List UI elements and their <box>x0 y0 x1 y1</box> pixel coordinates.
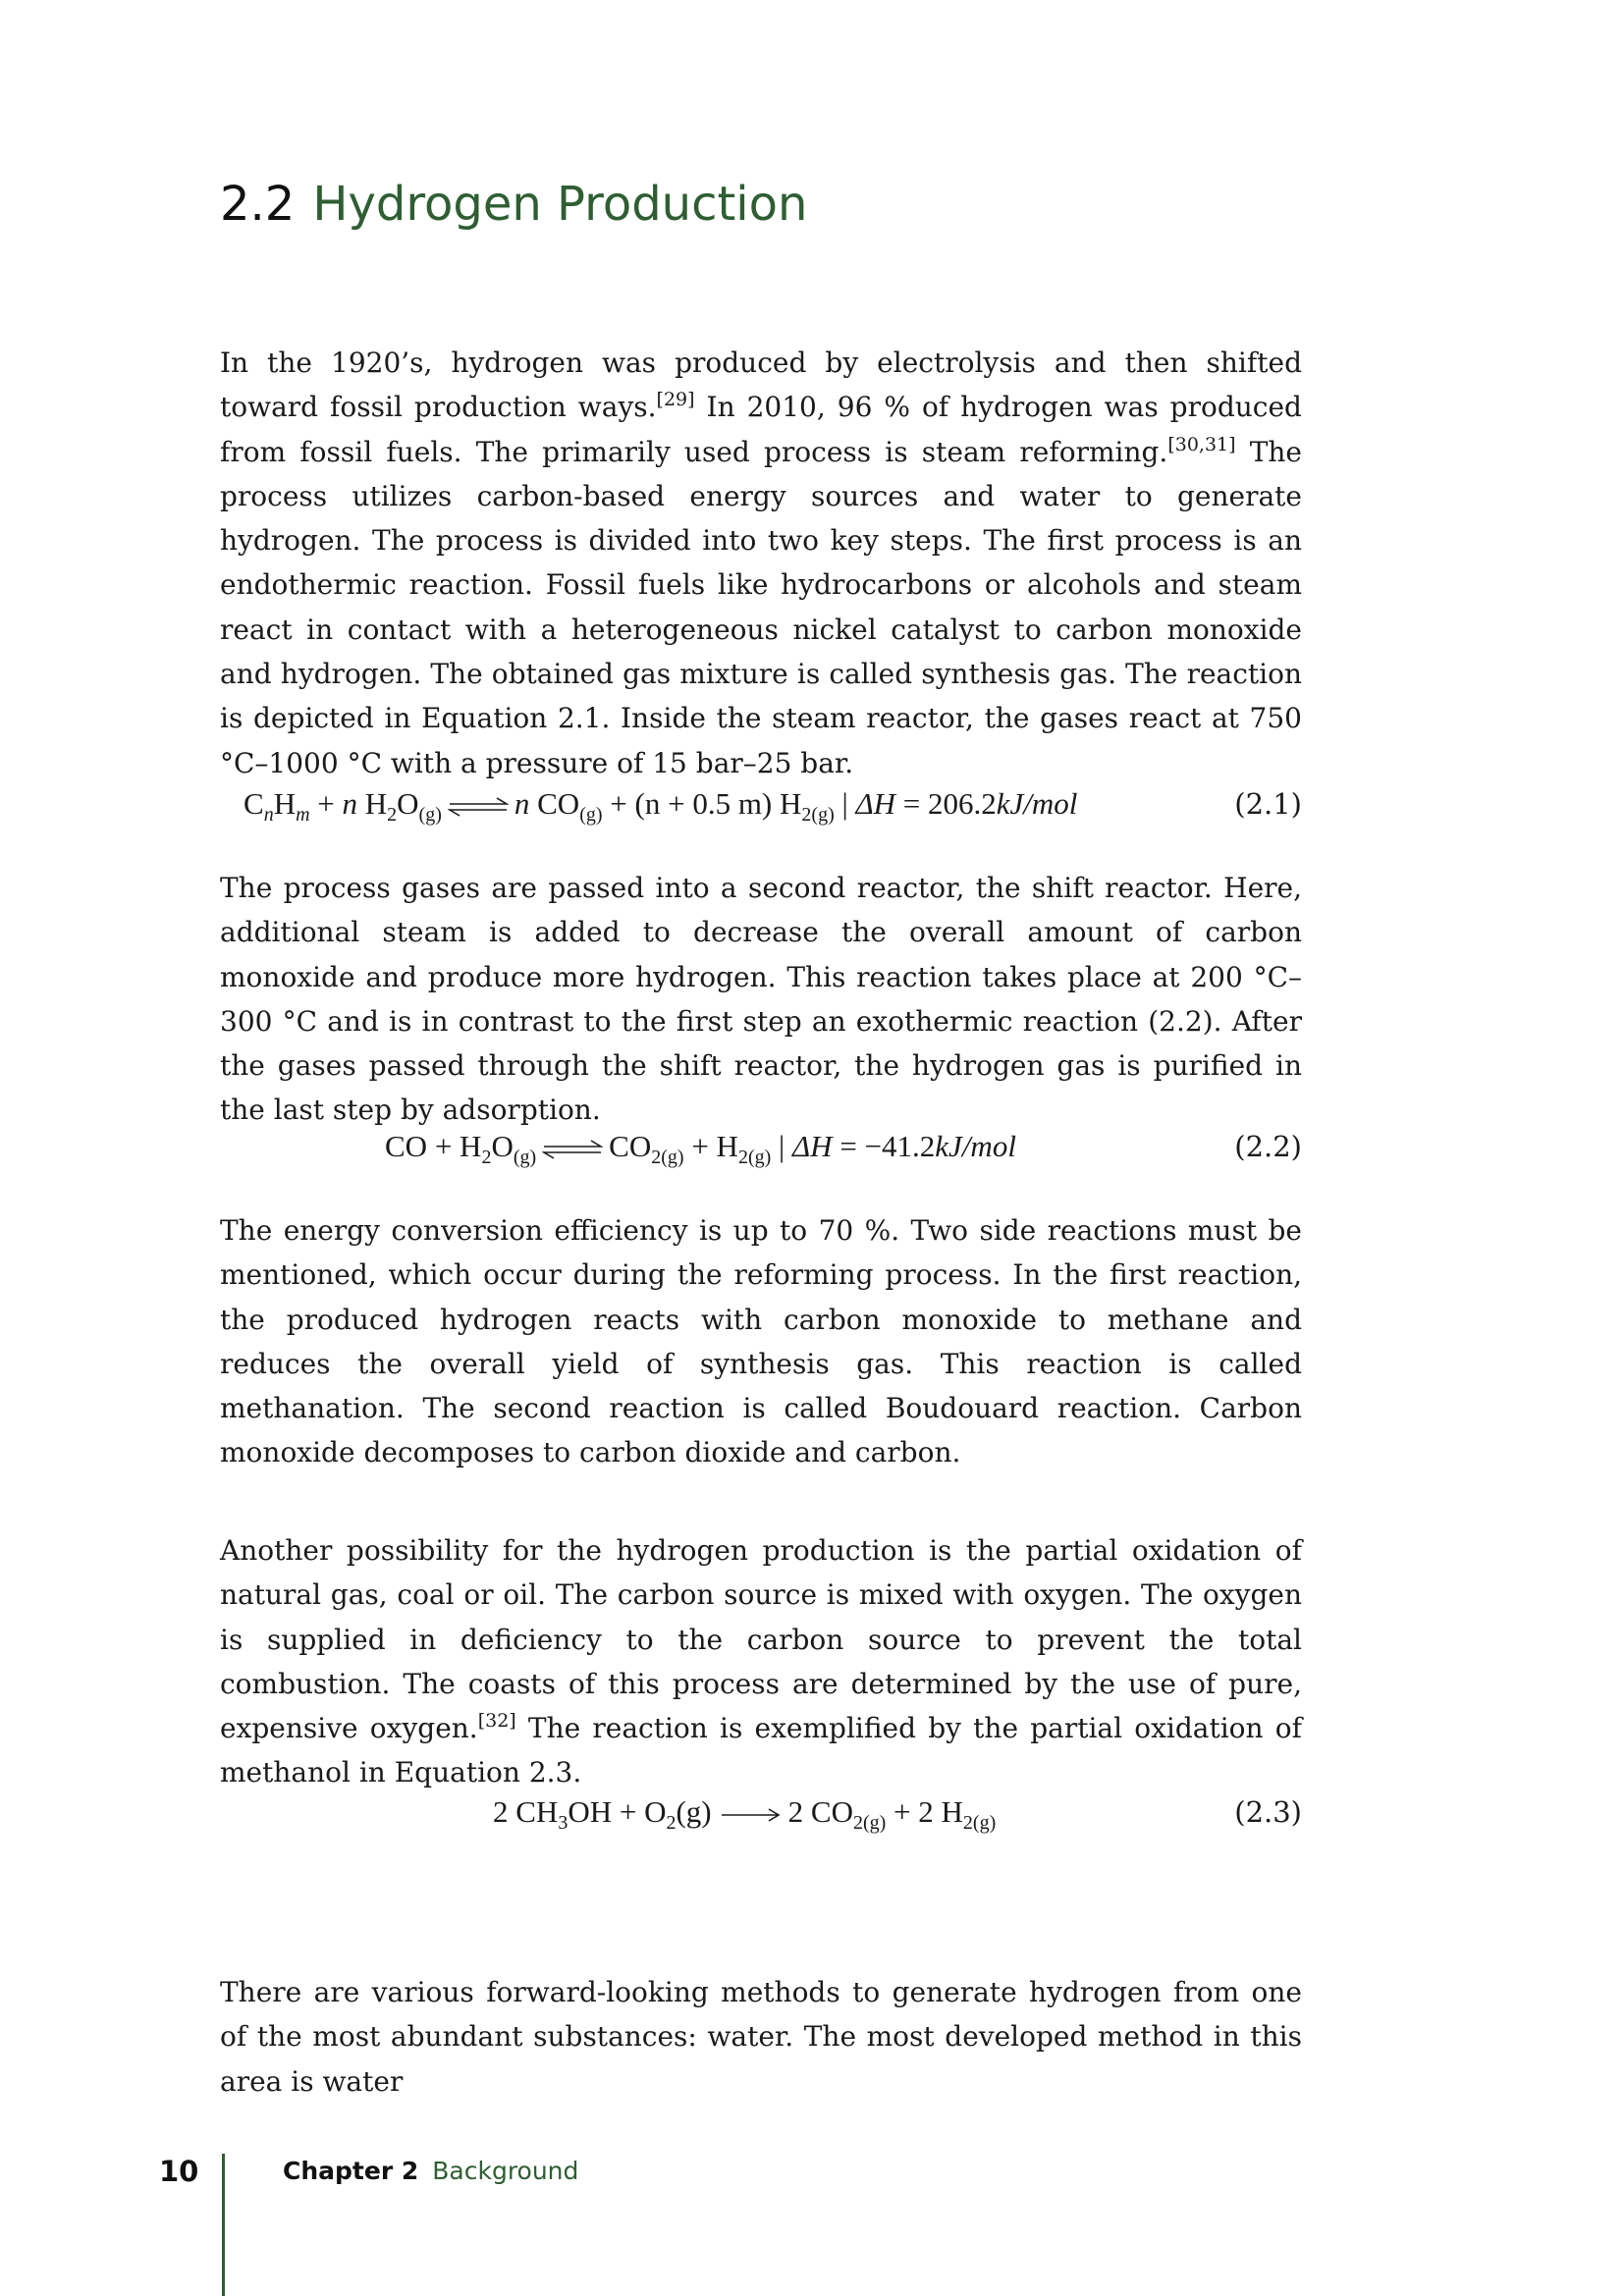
equation-number: (2.3) <box>1234 1795 1302 1829</box>
section-heading <box>220 175 807 234</box>
page-number: 10 <box>159 2155 199 2188</box>
citation: [32] <box>477 1710 516 1733</box>
paragraph-text: In 2010, 96 % of hydrogen was produced from fossil fuels. The primarily used process is steam reforming. <box>220 391 1302 468</box>
equation-2-3 <box>220 1788 1302 1837</box>
footer-chapter <box>283 2156 578 2187</box>
equation-body: CO + $H_2O_{(g)}$ $CO_{2(g)} + H_{2(g)}$ | ΔH = −41.2kJ/mol <box>385 1129 1016 1168</box>
citation: [30,31] <box>1167 433 1236 455</box>
paragraph-steam-reforming <box>220 341 1302 785</box>
section-title: Hydrogen Production <box>312 177 808 232</box>
footer-rule <box>222 2154 225 2296</box>
paragraph-text: The process utilizes carbon-based energy sources and water to generate hydrogen. The process is divided into two key steps. The first process is an endothermic reaction. Fossil fuels like hydrocarbons or alcohols and steam react in contact with a heterogeneous nickel catalyst to carbon monoxide and hydrogen. The obtained gas mixture is called synthesis gas. The reaction is depicted in Equation 2.1. Inside the steam reactor, the gases react at 750 °C–1000 °C with a pressure of 15 bar–25 bar. <box>220 435 1302 779</box>
equation-body: $C_nH_m + n$ $H_2O_{(g)}$ n $CO_{(g)} + (n + 0.5$ m) $H_{2(g)}$ | ΔH = 206.2kJ/mol <box>244 786 1078 826</box>
equation-number: (2.1) <box>1234 787 1302 821</box>
equation-body: 2 $CH_3OH + O_2(g)$ 2 $CO_{2(g)} + 2$ $H_{2(g)}$ <box>493 1794 997 1834</box>
paragraph-side-reactions: The energy conversion efficiency is up to 70 %. Two side reactions must be mentioned, which occur during the reforming process. In the first reaction, the produced hydrogen reacts with carbon monoxide to methane and reduces the overall yield of synthesis gas. This reaction is called methanation. The second reaction is called Boudouard reaction. Carbon monoxide decomposes to carbon dioxide and carbon. <box>220 1214 1302 1469</box>
paragraph-partial-oxidation <box>220 1528 1302 1795</box>
chapter-label: Chapter 2 <box>283 2157 419 2185</box>
paragraph-text: The reaction is exemplified by the partial oxidation of methanol in Equation 2.3. <box>220 1712 1302 1789</box>
paragraph-text: Another possibility for the hydrogen production is the partial oxidation of natural gas, coal or oil. The carbon source is mixed with oxygen. The oxygen is supplied in deficiency to the carbon source to prevent the total combustion. The coasts of this process are determined by the use of pure, expensive oxygen. <box>220 1534 1302 1745</box>
citation: [29] <box>656 389 695 411</box>
paragraph-shift-reactor: The process gases are passed into a second reactor, the shift reactor. Here, additional steam is added to decrease the overall amount of carbon monoxide and produce more hydrogen. This reaction takes place at 200 °C–300 °C and is in contrast to the first step an exothermic reaction (2.2). After the gases passed through the shift reactor, the hydrogen gas is purified in the last step by adsorption. <box>220 872 1302 1127</box>
equilibrium-arrow-icon <box>542 1140 603 1159</box>
section-number: 2.2 <box>220 177 296 232</box>
equation-2-2 <box>220 1122 1302 1171</box>
paragraph-text: In the 1920’s, hydrogen was produced by electrolysis and then shifted toward fossil production ways. <box>220 347 1302 424</box>
reaction-arrow-icon <box>720 1807 781 1823</box>
equation-number: (2.2) <box>1234 1130 1302 1163</box>
equation-2-1 <box>220 779 1302 828</box>
chapter-title: Background <box>432 2157 579 2185</box>
equilibrium-arrow-icon <box>448 797 509 817</box>
paragraph-water-methods: There are various forward-looking methods to generate hydrogen from one of the most abundant substances: water. The most developed method in this area is water <box>220 1976 1302 2098</box>
